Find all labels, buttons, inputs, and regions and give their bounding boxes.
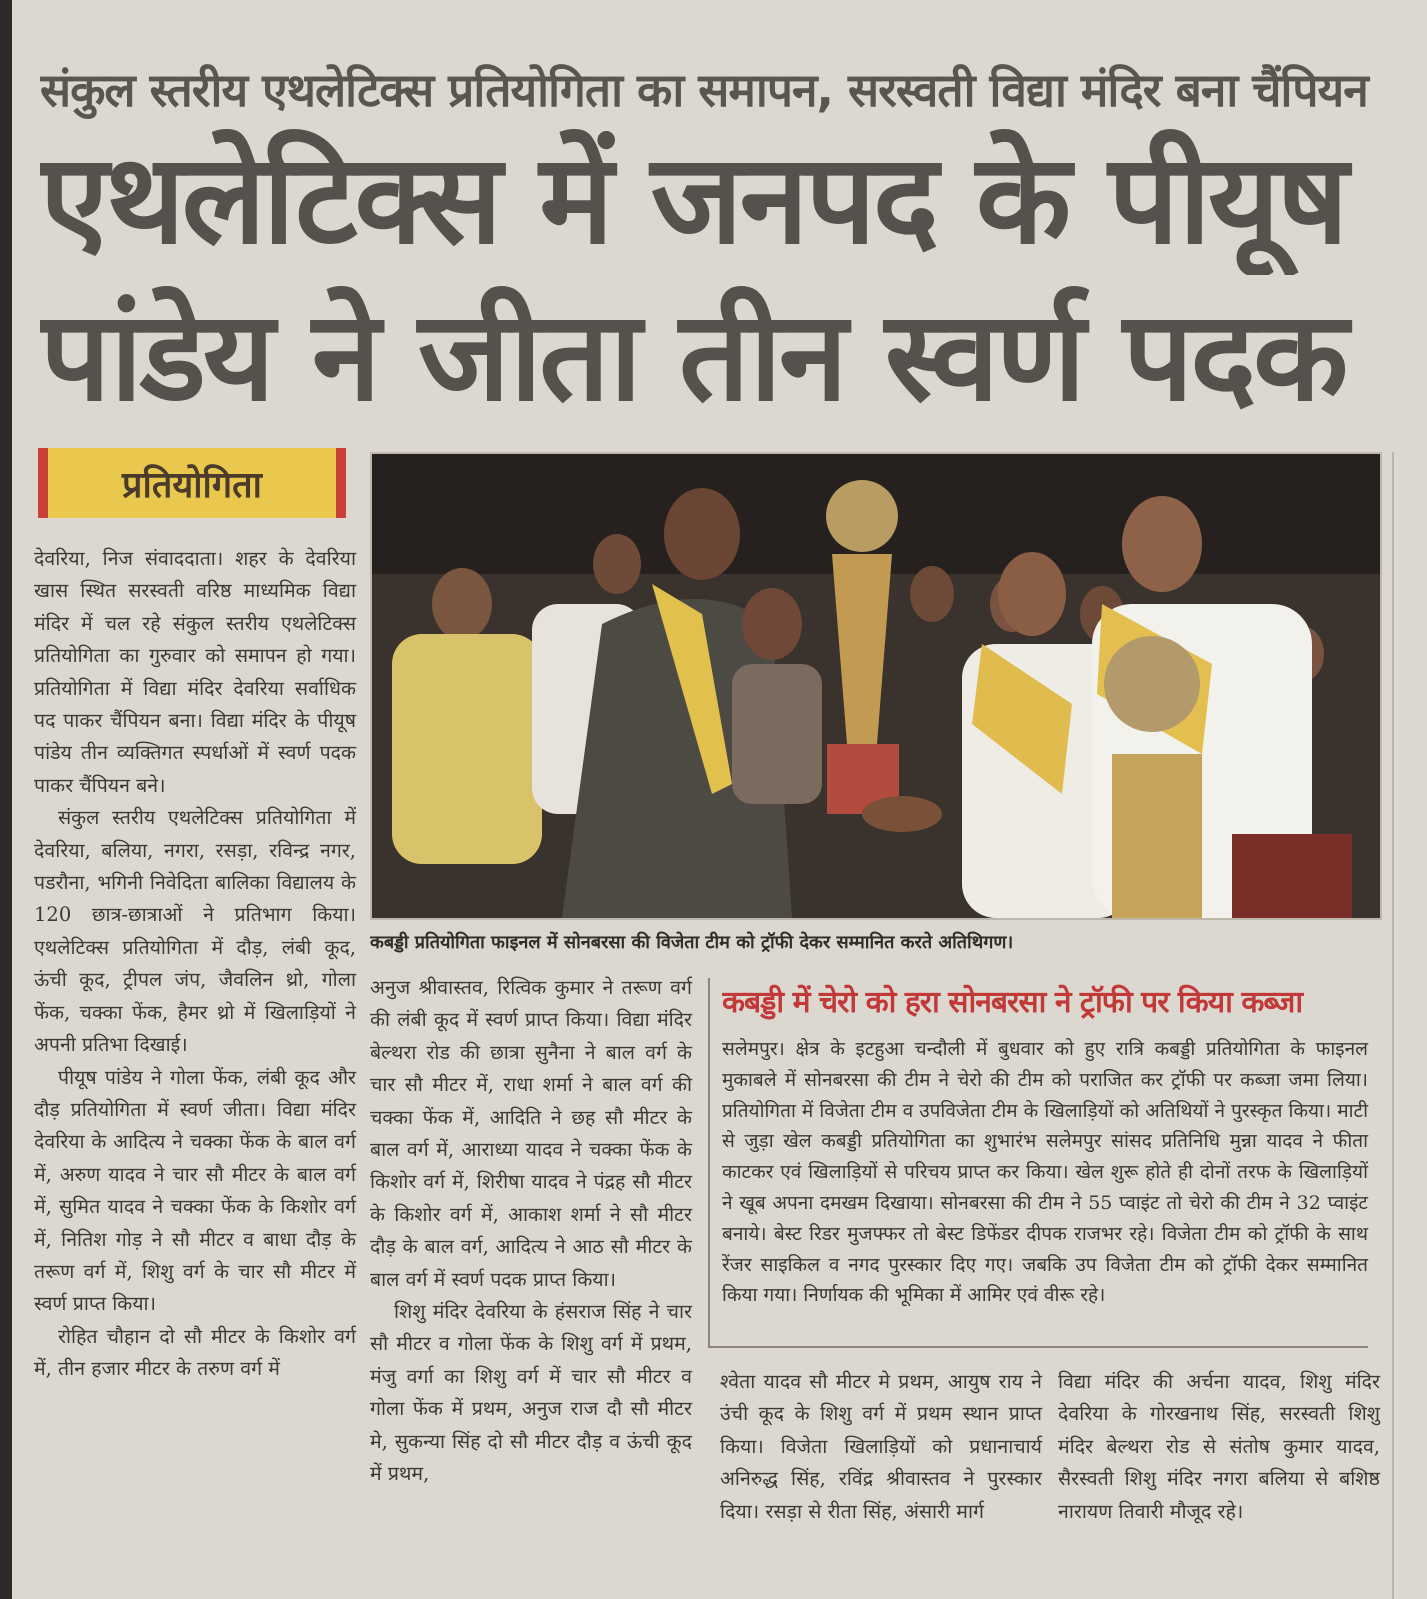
paragraph: पीयूष पांडेय ने गोला फेंक, लंबी कूद और दौड़ प्रतियोगिता में स्वर्ण जीता। विद्या मंदिर देवरिया के आदित्य ने चक्का फेंक के बाल वर्ग में, अरुण यादव ने चार सौ मीटर के बाल वर्ग में, सुमित यादव ने चक्का फेंक के किशोर वर्ग में, नितिश गोड़ ने सौ मीटर व बाधा दौड़ के तरूण वर्ग में, शिशु वर्ग के चार सौ मीटर में स्वर्ण प्राप्त किया। <box>34 1065 356 1316</box>
section-tag <box>38 448 346 518</box>
paragraph: रोहित चौहान दो सौ मीटर के किशोर वर्ग में, तीन हजार मीटर के तरुण वर्ग में <box>34 1324 356 1381</box>
sidebar-story-body: सलेमपुर। क्षेत्र के इटहुआ चन्दौली में बुधवार को हुए रात्रि कबड्डी प्रतियोगिता के फाइनल मुकाबले में सोनबरसा की टीम ने चेरो की टीम को पराजित कर ट्रॉफी पर कब्जा जमा लिया। प्रतियोगिता में विजेता टीम व उपविजेता टीम के खिलाड़ियों को अतिथियों ने पुरस्कृत किया। माटी से जुड़ा खेल कबड्डी प्रतियोगिता का शुभारंभ सलेमपुर सांसद प्रतिनिधि मुन्ना यादव ने फीता काटकर एवं खिलाड़ियों से परिचय प्राप्त कर किया। खेल शुरू होते ही दोनों तरफ के खिलाड़ियों ने खूब अपना दमखम दिखाया। सोनबरसा की टीम ने 55 प्वाइंट तो चेरो की टीम ने 32 प्वाइंट बनाये। बेस्ट रिडर मुजफ्फर तो बेस्ट डिफेंडर दीपक राजभर रहे। विजेता टीम को ट्रॉफी के साथ रेंजर साइकिल व नगद पुरस्कार दिए गए। जबकि उप विजेता टीम को ट्रॉफी देकर सम्मानित किया गया। निर्णायक की भूमिका में आमिर एवं वीरू रहे। <box>722 1038 1368 1307</box>
article-kicker: संकुल स्तरीय एथलेटिक्स प्रतियोगिता का समापन, सरस्वती विद्या मंदिर बना चैंपियन <box>40 63 1368 117</box>
sidebar-story-title: कबड्डी में चेरो को हरा सोनबरसा ने ट्रॉफी पर किया कब्जा <box>722 985 1303 1020</box>
award-photo <box>370 452 1382 920</box>
article-column-2 <box>370 972 692 1491</box>
headline-line-1: एथलेटिक्स में जनपद के पीयूष <box>40 128 1346 272</box>
newspaper-page <box>12 0 1427 1599</box>
paragraph: अनुज श्रीवास्तव, रित्विक कुमार ने तरूण वर्ग की लंबी कूद में स्वर्ण प्राप्त किया। विद्या मंदिर बेल्थरा रोड की छात्रा सुनैना ने बाल वर्ग के चार सौ मीटर में, राधा शर्मा ने बाल वर्ग की चक्का फेंक में, आदिति ने छह सौ मीटर के बाल वर्ग में, आराध्या यादव ने चक्का फेंक के किशोर वर्ग में, शिरीषा यादव ने पंद्रह सौ मीटर के किशोर वर्ग में, आकाश शर्मा ने सौ मीटर दौड़ के बाल वर्ग, आदित्य ने आठ सौ मीटर के बाल वर्ग में स्वर्ण पदक प्राप्त किया। <box>370 976 692 1291</box>
headline-line-2: पांडेय ने जीता तीन स्वर्ण पदक <box>40 285 1346 429</box>
sidebar-story <box>708 978 1368 1348</box>
article-column-4: विद्या मंदिर की अर्चना यादव, शिशु मंदिर देवरिया के गोरखनाथ सिंह, सरस्वती शिशु मंदिर बेल्थरा रोड से संतोष कुमार यादव, सैरस्वती शिशु मंदिर नगरा बलिया से बशिष्ठ नारायण तिवारी मौजूद रहे। <box>1058 1370 1380 1523</box>
section-tag-label: प्रतियोगिता <box>122 464 262 506</box>
photo-caption: कबड्डी प्रतियोगिता फाइनल में सोनबरसा की विजेता टीम को ट्रॉफी देकर सम्मानित करते अतिथिगण। <box>370 932 1014 953</box>
adjacent-article-edge <box>1392 452 1427 1599</box>
photo-illustration <box>372 454 1380 918</box>
article-column-1 <box>34 543 356 1386</box>
paragraph: संकुल स्तरीय एथलेटिक्स प्रतियोगिता में देवरिया, बलिया, नगरा, रसड़ा, रविन्द्र नगर, पडरौना, भगिनी निवेदिता बालिका विद्यालय के 120 छात्र-छात्राओं ने प्रतिभाग किया। एथलेटिक्स प्रतियोगिता में दौड़, लंबी कूद, ऊंची कूद, ट्रीपल जंप, जैवलिन थ्रो, गोला फेंक, चक्का फेंक, हैमर थ्रो में खिलाड़ियों ने अपनी प्रतिभा दिखाई। <box>34 806 356 1057</box>
paragraph: देवरिया, निज संवाददाता। शहर के देवरिया खास स्थित सरस्वती वरिष्ठ माध्यमिक विद्या मंदिर में चल रहे संकुल स्तरीय एथलेटिक्स प्रतियोगिता का गुरुवार को समापन हो गया। प्रतियोगिता में विद्या मंदिर देवरिया सर्वाधिक पद पाकर चैंपियन बना। विद्या मंदिर के पीयूष पांडेय तीन व्यक्तिगत स्पर्धाओं में स्वर्ण पदक पाकर चैंपियन बने। <box>34 547 356 797</box>
paragraph: शिशु मंदिर देवरिया के हंसराज सिंह ने चार सौ मीटर व गोला फेंक के शिशु वर्ग में प्रथम, मंजु वर्गा का शिशु वर्ग में चार सौ मीटर व गोला फेंक में प्रथम, अनुज राज दौ सौ मीटर मे, सुकन्या सिंह दो सौ मीटर दौड़ व ऊंची कूद में प्रथम, <box>370 1300 692 1486</box>
article-column-3: श्वेता यादव सौ मीटर मे प्रथम, आयुष राय ने उंची कूद के शिशु वर्ग में प्रथम स्थान प्राप्त किया। विजेता खिलाड़ियों को प्रधानाचार्य अनिरुद्ध सिंह, रविंद्र श्रीवास्तव ने पुरस्कार दिया। रसड़ा से रीता सिंह, अंसारी मार्ग <box>720 1370 1042 1523</box>
